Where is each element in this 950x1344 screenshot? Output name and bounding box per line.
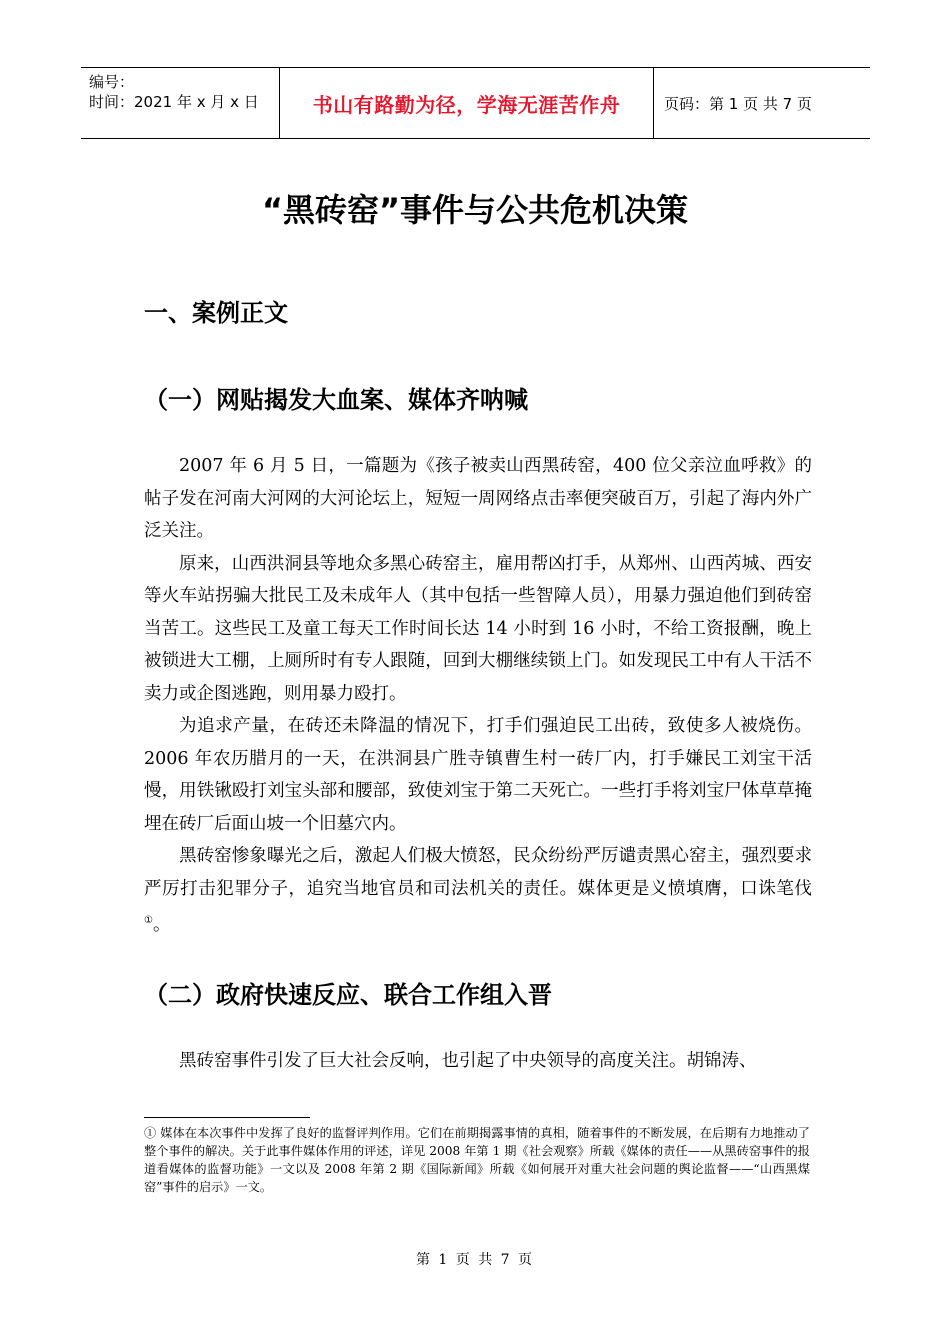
- paragraph: 原来，山西洪洞县等地众多黑心砖窑主，雇用帮凶打手，从郑州、山西芮城、西安等火车站拐骗大批民工及未成年人（其中包括一些智障人员），用暴力强迫他们到砖窑当苦工。这些民工及童工每天工作时间长达 14 小时到 16 小时，不给工资报酬，晚上被锁进大工棚，上厕所时有专人跟随，回到大棚继续锁上门。如发现民工中有人干活不卖力或企图逃跑，则用暴力殴打。: [144, 553, 812, 704]
- number-label: 编号：: [89, 73, 135, 91]
- page-title: “黑砖窑”事件与公共危机决策: [261, 191, 689, 229]
- paragraph: 黑砖窑事件引发了巨大社会反响，也引起了中央领导的高度关注。胡锦涛、: [179, 1051, 757, 1071]
- paragraph-text: 黑砖窑惨象曝光之后，激起人们极大愤怒，民众纷纷严厉谴责黑心窑主，强烈要求严厉打击犯罪分子，追究当地官员和司法机关的责任。媒体更是义愤填膺，口诛笔伐: [144, 846, 812, 899]
- footnote-separator: [144, 1117, 310, 1118]
- subsection-1-body: [144, 450, 812, 941]
- subsection-heading-1: （一）网贴揭发大血案、媒体齐呐喊: [144, 386, 528, 414]
- time-label: 时间：2021 年 x 月 x 日: [89, 93, 259, 111]
- paragraph-with-footnote: 黑砖窑惨象曝光之后，激起人们极大愤怒，民众纷纷严厉谴责黑心窑主，强烈要求严厉打击犯罪分子，追究当地官员和司法机关的责任。媒体更是义愤填膺，口诛笔伐①。: [144, 846, 812, 935]
- paragraph: 为追求产量，在砖还未降温的情况下，打手们强迫民工出砖，致使多人被烧伤。2006 年农历腊月的一天，在洪洞县广胜寺镇曹生村一砖厂内，打手嫌民工刘宝干活慢，用铁锹殴打刘宝头部和腰部，致使刘宝于第二天死亡。一些打手将刘宝尸体草草掩埋在砖厂后面山坡一个旧墓穴内。: [144, 716, 812, 834]
- subsection-2-body: [144, 1045, 812, 1078]
- footnote: ① 媒体在本次事件中发挥了良好的监督评判作用。它们在前期揭露事情的真相，随着事件的不断发展，在后期有力地推动了整个事件的解决。关于此事件媒体作用的评述，详见 2008 年第 1 期《社会观察》所载《媒体的责任——从黑砖窑事件的报道看媒体的监督功能》一文以及 2008 年第 2 期《国际新闻》所载《如何展开对重大社会问题的舆论监督——“山西黑煤窑”事件的启示》一文。: [144, 1126, 810, 1194]
- page-info: 页码：第 1 页 共 7 页: [664, 94, 812, 113]
- document-header: [81, 67, 870, 139]
- section-heading: 一、案例正文: [144, 299, 288, 327]
- header-page-cell: [654, 68, 870, 138]
- header-motto-cell: [280, 68, 654, 138]
- header-meta: [81, 68, 280, 138]
- page-footer: 第 1 页 共 7 页: [415, 1252, 535, 1268]
- footnote-reference[interactable]: ①: [144, 915, 153, 926]
- motto: 书山有路勤为径，学海无涯苦作舟: [312, 92, 621, 117]
- paragraph: 2007 年 6 月 5 日，一篇题为《孩子被卖山西黑砖窑，400 位父亲泣血呼救》的帖子发在河南大河网的大河论坛上，短短一周网络点击率便突破百万，引起了海内外广泛关注。: [144, 456, 812, 541]
- subsection-heading-2: （二）政府快速反应、联合工作组入晋: [144, 981, 552, 1009]
